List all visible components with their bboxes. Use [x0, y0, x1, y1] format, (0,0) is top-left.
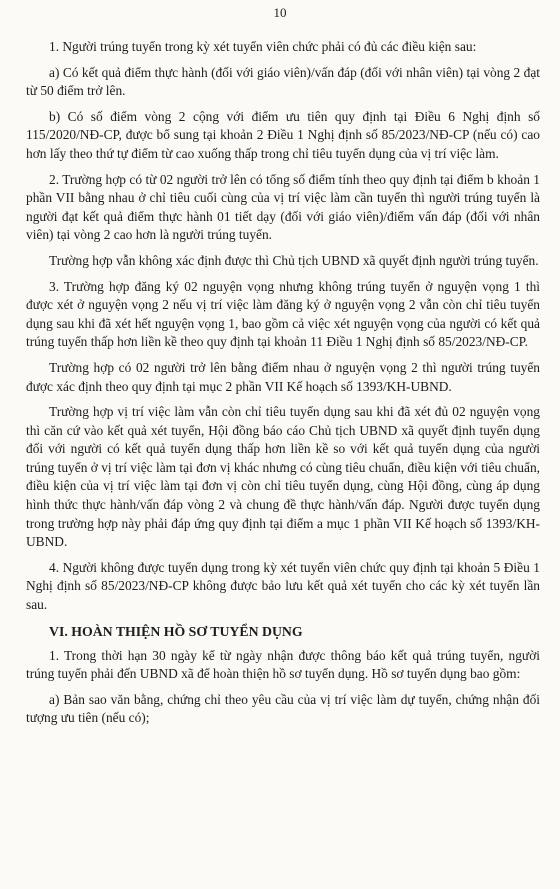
paragraph: 4. Người không được tuyển dụng trong kỳ xét tuyển viên chức quy định tại khoản 5 Điều 1 Nghị định số 85/2023/NĐ-CP không được bảo lưu kết quả xét tuyển cho các kỳ xét tuyển lần sau.	[26, 559, 540, 613]
paragraph: 2. Trường hợp có từ 02 người trở lên có tổng số điểm tính theo quy định tại điểm b khoản 1 phần VII bằng nhau ở chỉ tiêu cuối cùng của vị trí việc làm cần tuyển thì người trúng tuyển là người đạt kết quả điểm thực hành 01 tiết dạy (đối với giáo viên)/điểm vấn đáp (đối với nhân viên) tại vòng 2 cao hơn là người trúng tuyển.	[26, 171, 540, 243]
paragraph: Trường hợp vị trí việc làm vẫn còn chỉ tiêu tuyển dụng sau khi đã xét đủ 02 nguyện vọng thì căn cứ vào kết quả xét tuyển, Hội đồng báo cáo Chủ tịch UBND xã quyết định tuyển dụng đối với người có kết quả tuyển dụng thấp hơn liền kề so với kết quả tuyển dụng của người trúng tuyển ở vị trí việc làm tại đơn vị khác nhưng có cùng tiêu chuẩn, điều kiện với tiêu chuẩn, điều kiện của vị trí việc làm tại đơn vị còn chỉ tiêu tuyển dụng, cùng Hội đồng, cùng áp dụng hình thức thực hành/vấn đáp vòng 2 và chung đề thực hành/vấn đáp. Người được tuyển dụng trong trường hợp này phải đáp ứng quy định tại điểm a mục 1 phần VII Kế hoạch số 1393/KH-UBND.	[26, 404, 540, 550]
section-heading: VI. HOÀN THIỆN HỒ SƠ TUYỂN DỤNG	[49, 623, 303, 639]
paragraph: 1. Người trúng tuyển trong kỳ xét tuyển viên chức phải có đủ các điều kiện sau:	[49, 39, 477, 54]
paragraph: 3. Trường hợp đăng ký 02 nguyện vọng nhưng không trúng tuyển ở nguyện vọng 1 thì được xét ở nguyện vọng 2 nếu vị trí việc làm đăng ký ở nguyện vọng 2 vẫn còn chỉ tiêu tuyển dụng sau khi đã xét hết nguyện vọng 1, bao gồm cả việc xét nguyện vọng của người có kết quả trúng tuyển thấp hơn liền kề theo quy định tại khoản 11 Điều 1 Nghị định số 85/2023/NĐ-CP.	[26, 278, 540, 350]
paragraph: Trường hợp có 02 người trở lên bằng điểm nhau ở nguyện vọng 2 thì người trúng tuyển được xác định theo quy định tại mục 2 phần VII Kế hoạch số 1393/KH-UBND.	[26, 359, 540, 394]
paragraph: b) Có số điểm vòng 2 cộng với điểm ưu tiên quy định tại Điều 6 Nghị định số 115/2020/NĐ-CP, được bổ sung tại khoản 2 Điều 1 Nghị định số 85/2023/NĐ-CP (nếu có) cao hơn lấy theo thứ tự điểm từ cao xuống thấp trong chỉ tiêu tuyển dụng của vị trí việc làm.	[26, 108, 540, 161]
page-number: 10	[273, 5, 287, 20]
paragraph: a) Bản sao văn bằng, chứng chỉ theo yêu cầu của vị trí việc làm dự tuyển, chứng nhận đối tượng ưu tiên (nếu có);	[26, 691, 540, 726]
document-body	[26, 38, 540, 735]
paragraph: Trường hợp vẫn không xác định được thì Chủ tịch UBND xã quyết định người trúng tuyển.	[49, 252, 539, 268]
paragraph: 1. Trong thời hạn 30 ngày kể từ ngày nhận được thông báo kết quả trúng tuyển, người trúng tuyển phải đến UBND xã để hoàn thiện hồ sơ tuyển dụng. Hồ sơ tuyển dụng bao gồm:	[26, 647, 540, 682]
paragraph: a) Có kết quả điểm thực hành (đối với giáo viên)/vấn đáp (đối với nhân viên) tại vòng 2 đạt từ 50 điểm trở lên.	[26, 64, 540, 99]
